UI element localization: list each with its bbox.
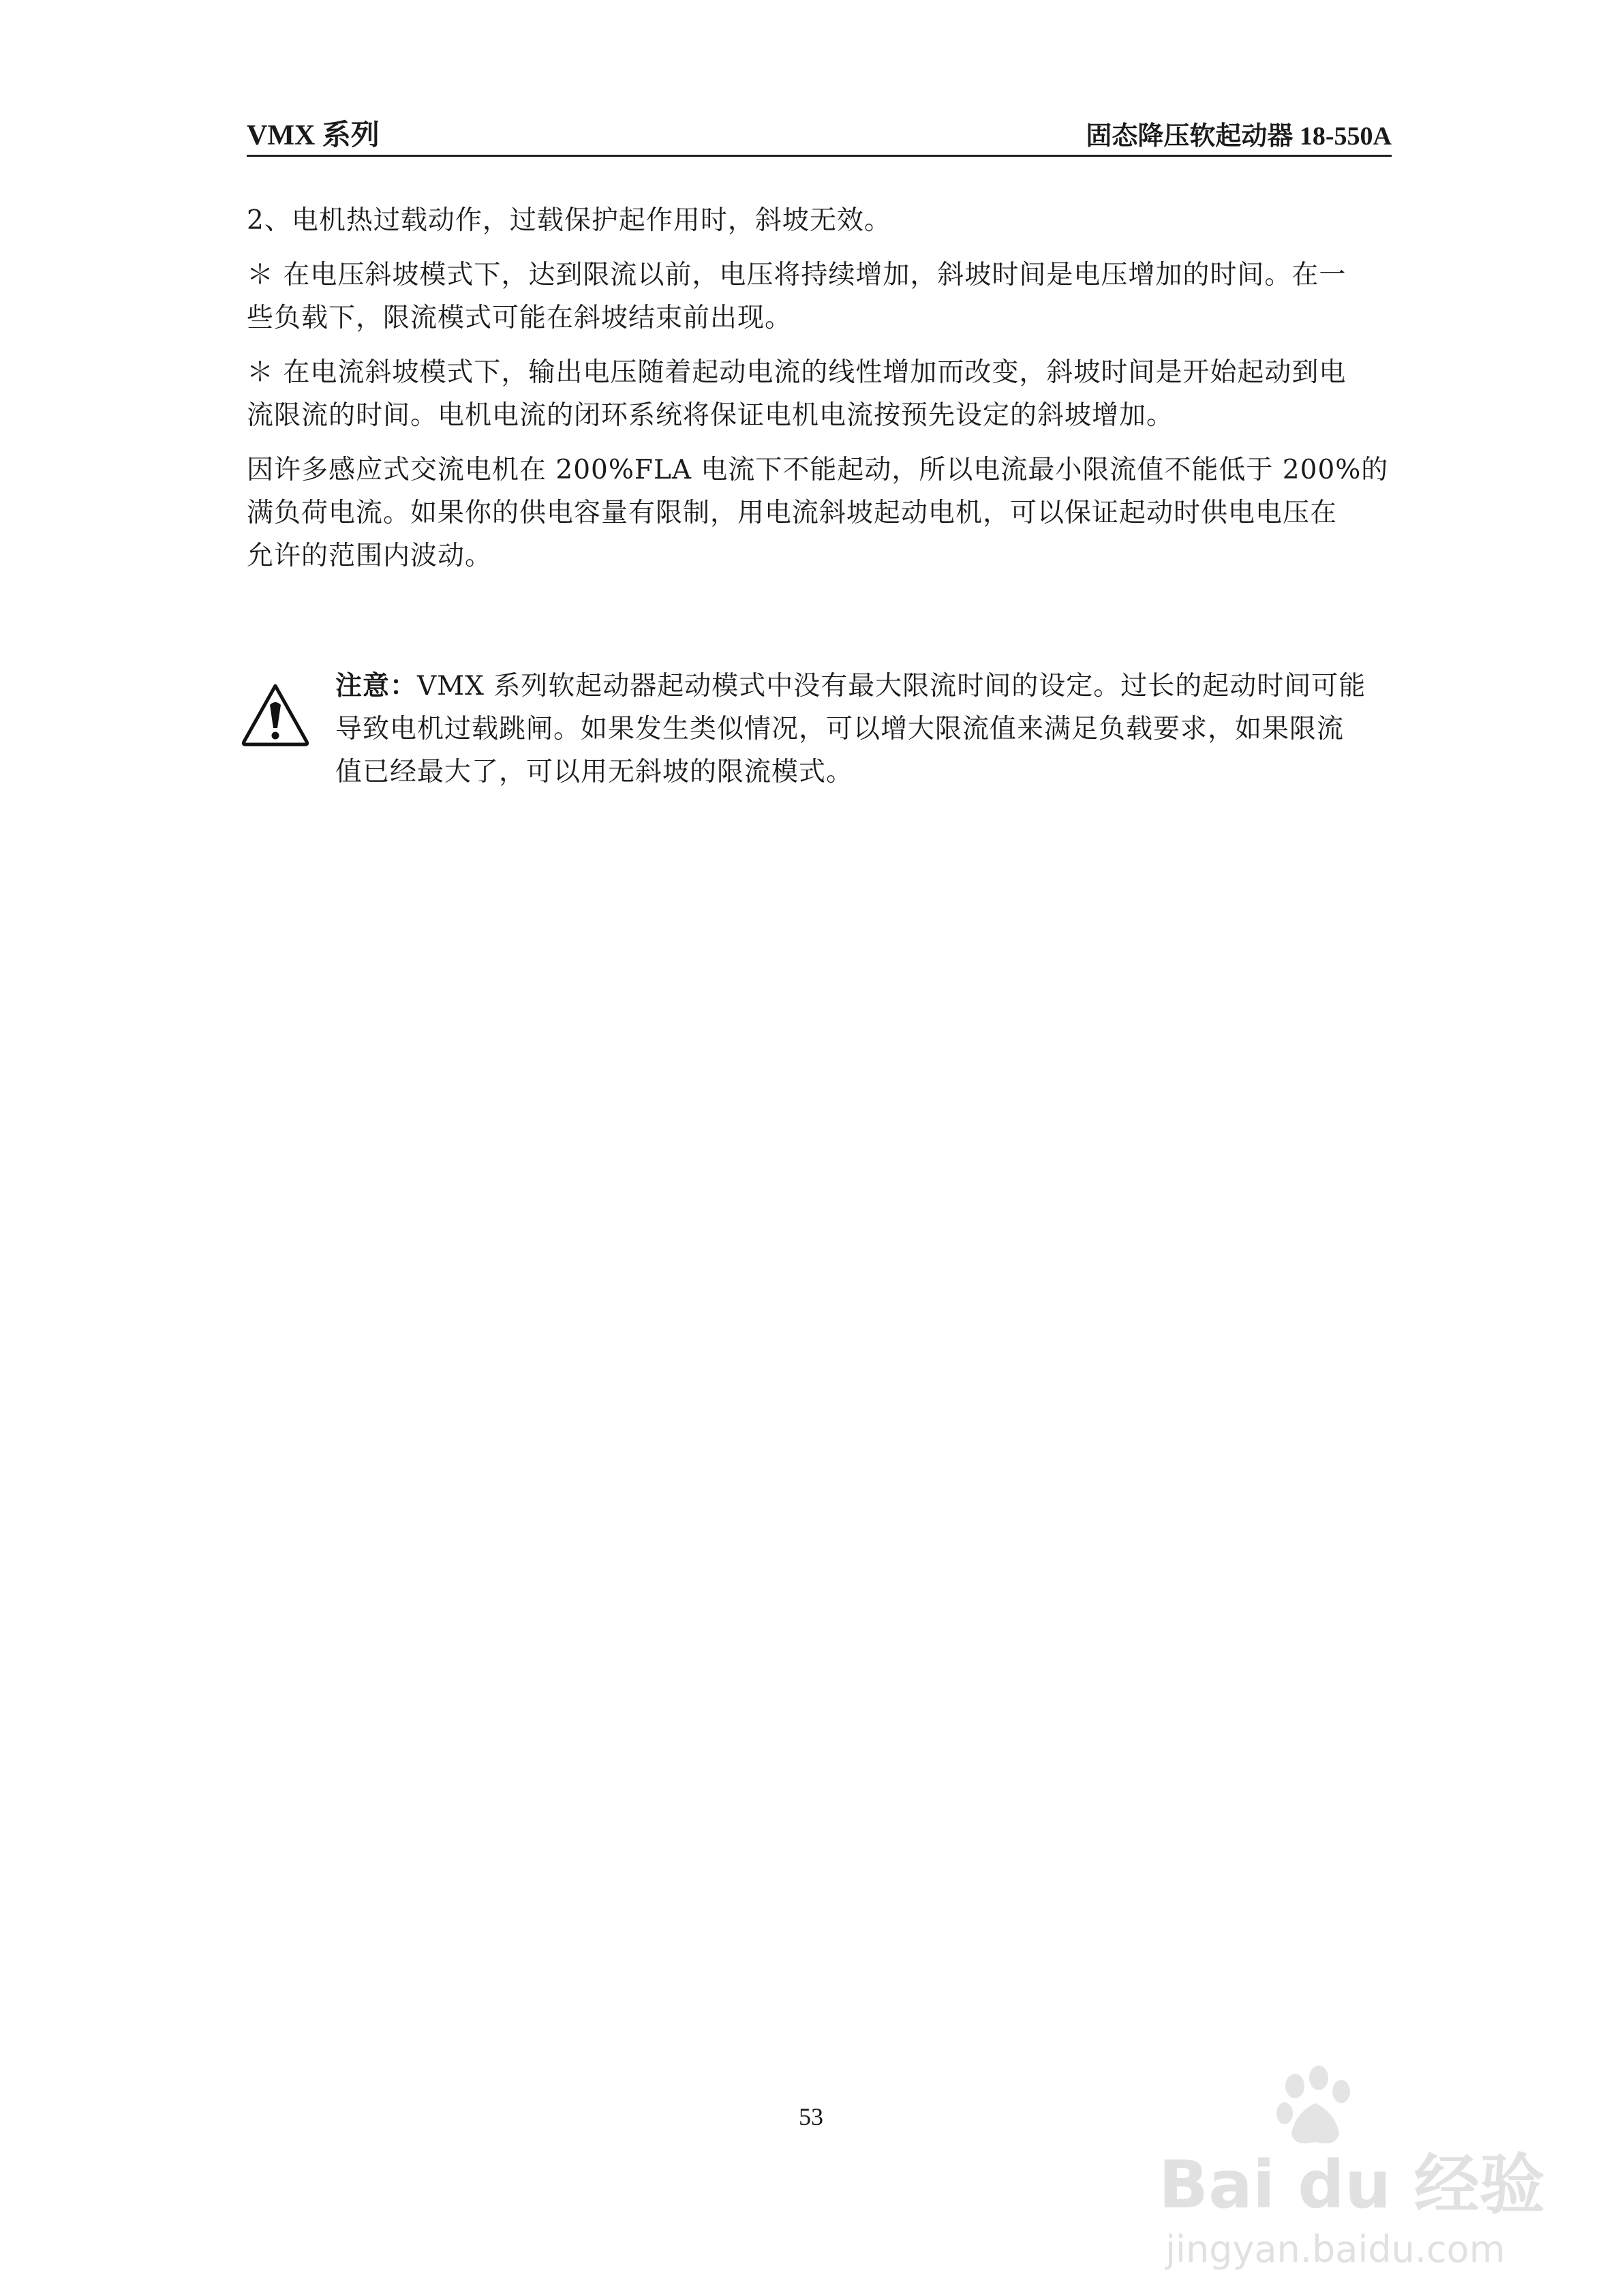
paragraph-4 <box>247 449 1392 577</box>
page-number: 53 <box>799 2103 823 2130</box>
paragraph-1 <box>247 199 1392 242</box>
watermark-url: jingyan.baidu.com <box>1165 2228 1505 2271</box>
paragraph-2 <box>247 254 1392 339</box>
paragraph-line: 允许的范围内波动。 <box>247 541 493 571</box>
header-product-title: 固态降压软起动器 18-550A <box>1086 122 1392 151</box>
baidu-paw-logo <box>1268 2066 1363 2154</box>
paragraph-line: ＊ 在电流斜坡模式下，输出电压随着起动电流的线性增加而改变，斜坡时间是开始起动到电 <box>247 357 1347 388</box>
watermark-brand: Bai du 经验 <box>1159 2147 1545 2223</box>
note-label: 注意： <box>335 670 418 701</box>
paragraph-line: 流限流的时间。电机电流的闭环系统将保证电机电流按预先设定的斜坡增加。 <box>247 400 1174 431</box>
note-line: 导致电机过载跳闸。如果发生类似情况，可以增大限流值来满足负载要求，如果限流 <box>335 714 1345 744</box>
paragraph-line: 满负荷电流。如果你的供电容量有限制，用电流斜坡起动电机，可以保证起动时供电电压在 <box>247 498 1338 528</box>
note-line <box>335 665 1392 708</box>
baidu-watermark <box>1159 2066 1608 2284</box>
paragraph-line: 些负载下，限流模式可能在斜坡结束前出现。 <box>247 303 793 333</box>
warning-icon <box>240 682 311 747</box>
paragraph-3 <box>247 351 1392 437</box>
paragraph-line: 因许多感应式交流电机在 200%FLA 电流下不能起动，所以电流最小限流值不能低于 200%的 <box>247 455 1389 485</box>
body-text <box>247 199 1392 589</box>
page-header <box>247 112 1392 157</box>
note-line-text: VMX 系列软起动器起动模式中没有最大限流时间的设定。过长的起动时间可能 <box>417 671 1366 701</box>
note-line: 值已经最大了，可以用无斜坡的限流模式。 <box>335 757 854 787</box>
paragraph-line: 2、电机热过载动作，过载保护起作用时，斜坡无效。 <box>247 205 891 236</box>
header-series-title: VMX 系列 <box>247 120 380 151</box>
paragraph-line: ＊ 在电压斜坡模式下，达到限流以前，电压将持续增加，斜坡时间是电压增加的时间。在一 <box>247 260 1347 290</box>
note-block <box>335 665 1392 794</box>
